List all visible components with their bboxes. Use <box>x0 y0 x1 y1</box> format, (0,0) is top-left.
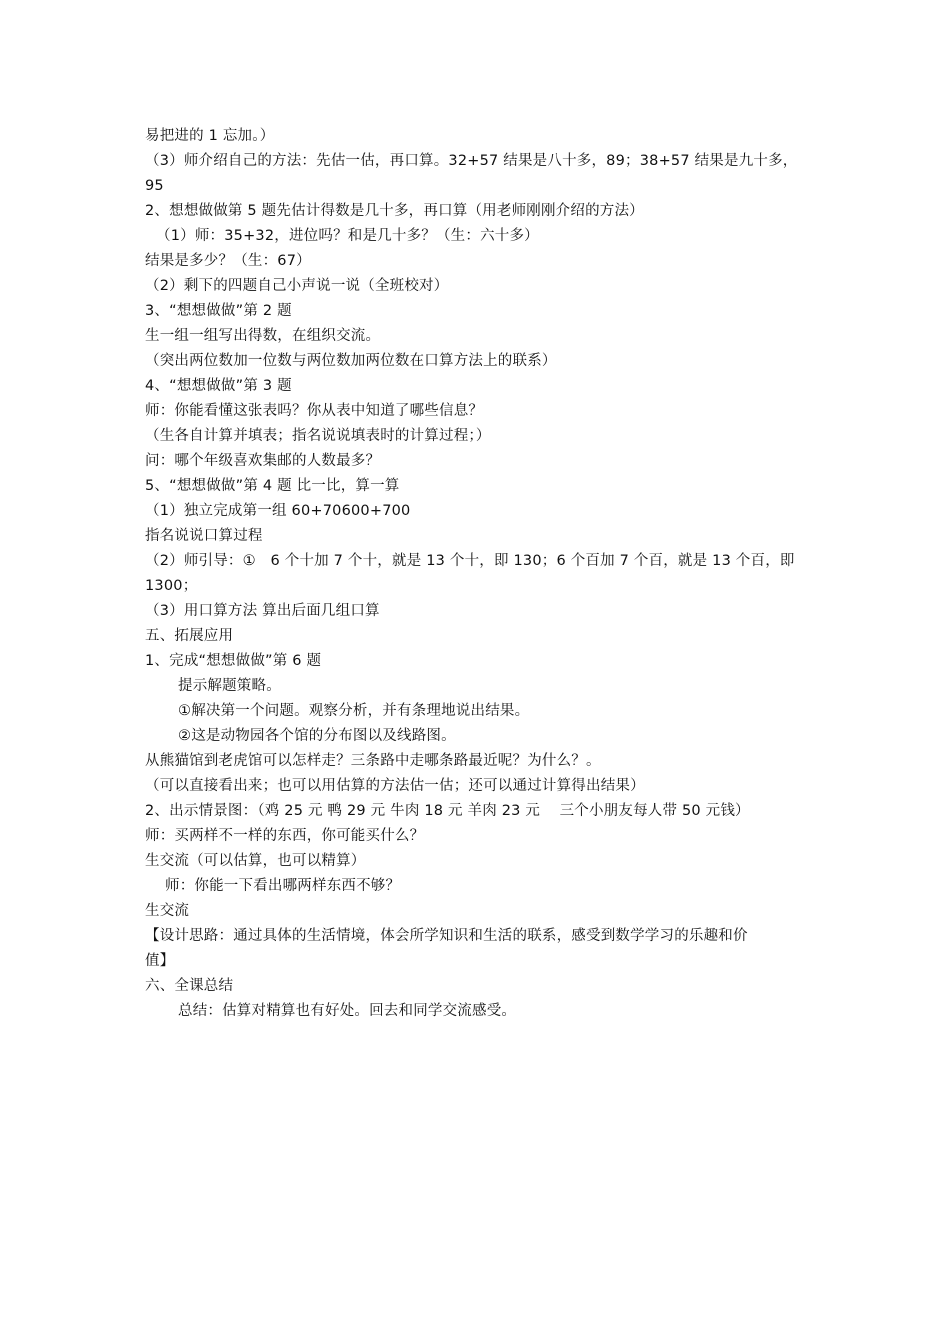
text-line: （1）师：35+32，进位吗？和是几十多？（生：六十多） <box>156 228 539 244</box>
text-line: （2）师引导：① 6 个十加 7 个十，就是 13 个十，即 130；6 个百加 7 个百，就是 13 个百，即 <box>145 553 795 569</box>
text-line: ②这是动物园各个馆的分布图以及线路图。 <box>178 728 456 744</box>
text-line: 从熊猫馆到老虎馆可以怎样走？三条路中走哪条路最近呢？为什么？。 <box>145 753 601 769</box>
text-line: 指名说说口算过程 <box>145 528 263 544</box>
text-line: 4、“想想做做”第 3 题 <box>145 378 292 394</box>
text-line: （生各自计算并填表；指名说说填表时的计算过程；） <box>145 428 491 444</box>
text-line: 易把进的 1 忘加。） <box>145 128 275 144</box>
text-line: （2）剩下的四题自己小声说一说（全班校对） <box>145 278 449 294</box>
text-line: 1、完成“想想做做”第 6 题 <box>145 653 322 669</box>
text-line: （3）用口算方法 算出后面几组口算 <box>145 603 380 619</box>
text-line: 问：哪个年级喜欢集邮的人数最多？ <box>145 453 381 469</box>
text-line: 值】 <box>145 953 175 969</box>
text-line: 师：你能一下看出哪两样东西不够？ <box>165 878 401 894</box>
text-line: （3）师介绍自己的方法：先估一估，再口算。32+57 结果是八十多，89；38+57 结果是九十多， <box>145 153 798 169</box>
text-line: 结果是多少？（生：67） <box>145 253 311 269</box>
text-line: 1300； <box>145 578 198 594</box>
text-line: 总结：估算对精算也有好处。回去和同学交流感受。 <box>178 1003 517 1019</box>
text-line: 师：你能看懂这张表吗？你从表中知道了哪些信息？ <box>145 403 484 419</box>
text-line: 生一组一组写出得数，在组织交流。 <box>145 328 381 344</box>
text-line: 3、“想想做做”第 2 题 <box>145 303 292 319</box>
text-line: （突出两位数加一位数与两位数加两位数在口算方法上的联系） <box>145 353 557 369</box>
text-line: ①解决第一个问题。观察分析，并有条理地说出结果。 <box>178 703 530 719</box>
text-line: 师：买两样不一样的东西，你可能买什么？ <box>145 828 425 844</box>
document-body <box>145 124 817 1024</box>
text-line: 【设计思路：通过具体的生活情境，体会所学知识和生活的联系，感受到数学学习的乐趣和价 <box>145 928 748 944</box>
text-line: 2、出示情景图：（鸡 25 元 鸭 29 元 牛肉 18 元 羊肉 23 元 三个小朋友每人带 50 元钱） <box>145 803 750 819</box>
text-line: 提示解题策略。 <box>178 678 281 694</box>
section-heading: 五、拓展应用 <box>145 628 234 644</box>
section-heading: 六、全课总结 <box>145 978 234 994</box>
text-line: （1）独立完成第一组 60+70600+700 <box>145 503 411 519</box>
text-line: 5、“想想做做”第 4 题 比一比，算一算 <box>145 478 400 494</box>
text-line: 生交流 <box>145 903 190 919</box>
text-line: 95 <box>145 178 164 194</box>
text-line: 生交流（可以估算，也可以精算） <box>145 853 366 869</box>
text-line: （可以直接看出来；也可以用估算的方法估一估；还可以通过计算得出结果） <box>145 778 645 794</box>
text-line: 2、想想做做第 5 题先估计得数是几十多，再口算（用老师刚刚介绍的方法） <box>145 203 644 219</box>
